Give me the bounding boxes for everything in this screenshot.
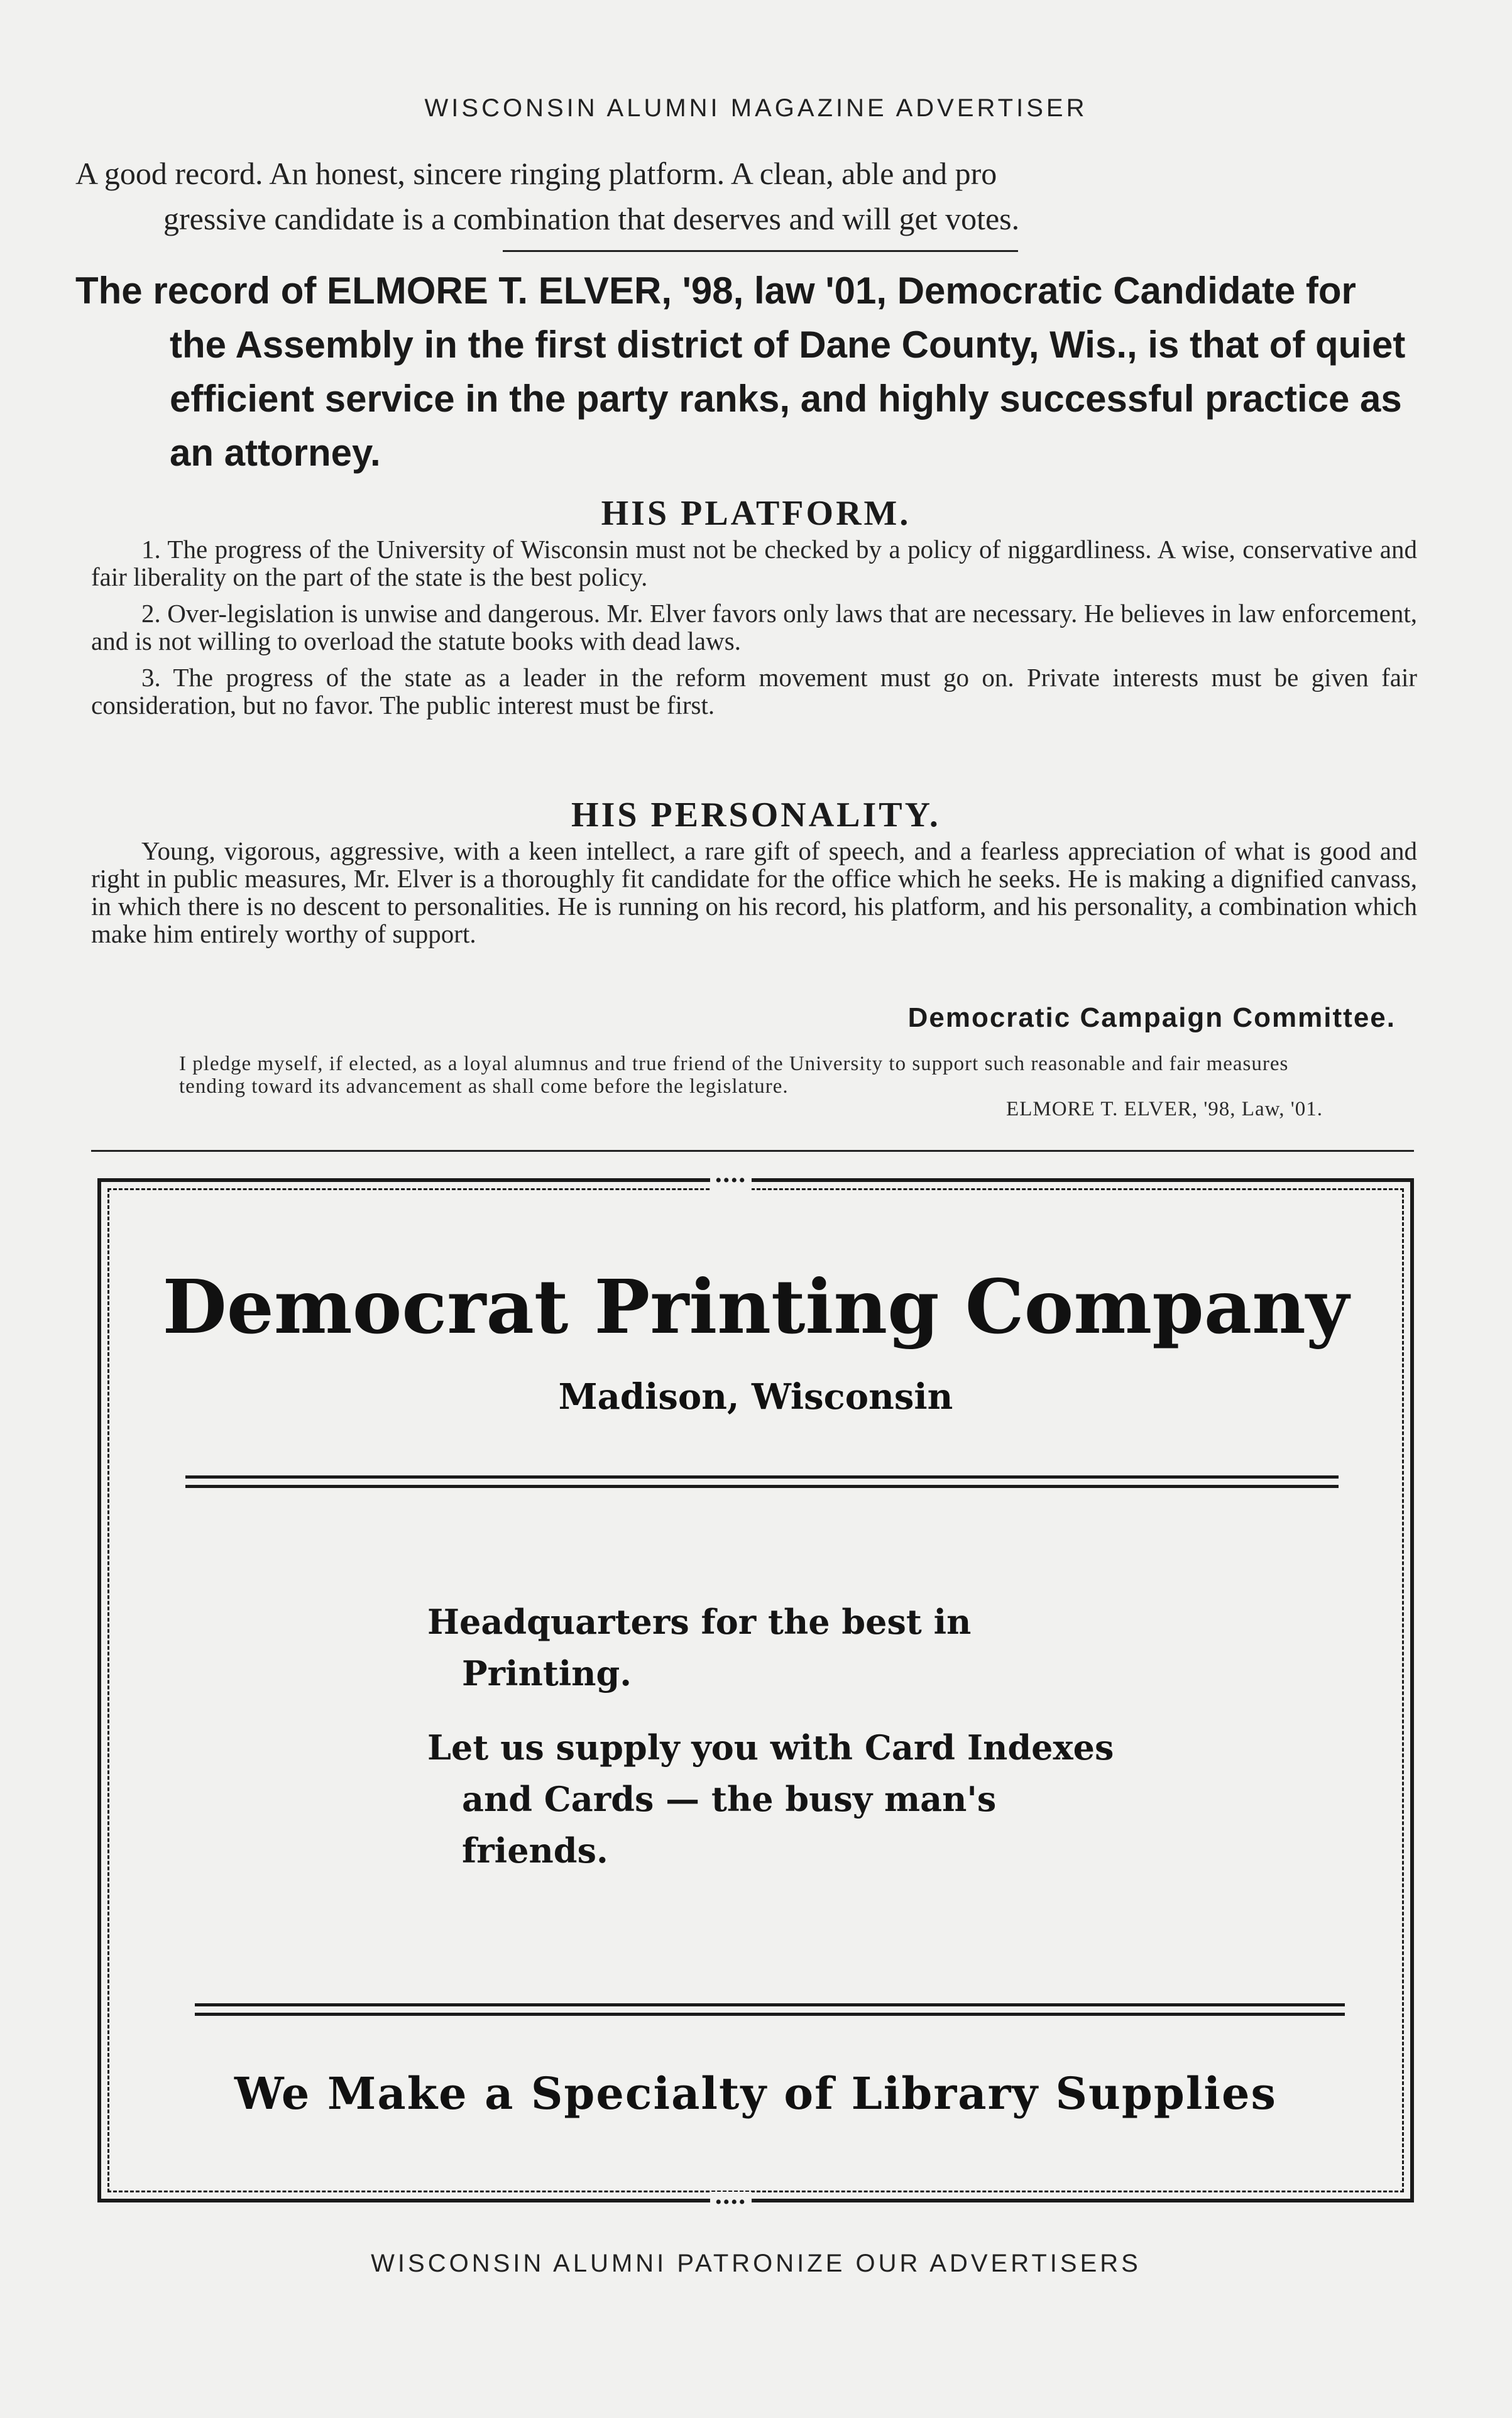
running-head: WISCONSIN ALUMNI MAGAZINE ADVERTISER [424,94,1088,122]
platform-item-2: 2. Over-legislation is unwise and dangerous. Mr. Elver favors only laws that are necessary. He believes in law enforcement, and is not willing to overload the statute books with dead laws. [91,599,1417,655]
platform-item-3: 3. The progress of the state as a leader in the reform movement must go on. Private interests must be given fair consideration, but no favor. The public interest must be first. [91,663,1417,719]
pledge-block [179,1053,1361,1120]
personality-heading: HIS PERSONALITY. [571,796,941,834]
divider-full [91,1150,1414,1152]
candidate-record [75,264,1414,480]
committee-signature: Democratic Campaign Committee. [907,1002,1396,1033]
ad-double-rule-top [185,1475,1339,1488]
divider-short [503,250,1018,252]
company-name: Democrat Printing Company [162,1263,1349,1350]
ad-copy-headquarters: Headquarters for the best in Printing. [427,1602,972,1693]
ad-specialty: We Make a Specialty of Library Supplies [234,2067,1277,2120]
ad-double-rule-bottom [195,2003,1345,2016]
platform-item-1: 1. The progress of the University of Wisconsin must not be checked by a policy of niggardliness. A wise, conservative and fair liberality on the part of the state is the best policy. [91,535,1417,591]
pledge-text: I pledge myself, if elected, as a loyal alumnus and true friend of the University to support such reasonable and fair measures tending toward its advancement as shall come before the legislature. [179,1053,1289,1098]
border-ornament-bottom: •••• [710,2192,752,2213]
page-footer: WISCONSIN ALUMNI PATRONIZE OUR ADVERTISERS [371,2250,1141,2277]
pledge-signature: ELMORE T. ELVER, '98, Law, '01. [1006,1098,1323,1120]
intro-text [75,151,1414,241]
intro-line-2: gressive candidate is a combination that deserves and will get votes. [163,201,1020,236]
company-city: Madison, Wisconsin [558,1376,953,1418]
personality-paragraph: Young, vigorous, aggressive, with a keen intellect, a rare gift of speech, and a fearless appreciation of what is good and right in public measures, Mr. Elver is a thoroughly fit candidate for the office which he seeks. He is making a dignified canvass, in which there is no descent to personalities. He is running on his record, his platform, and his personality, a combination which make him entirely worthy of support. [91,836,1417,948]
intro-line-1: A good record. An honest, sincere ringing platform. A clean, able and pro [75,156,997,191]
platform-list [91,535,1417,728]
ad-copy [427,1596,1119,1899]
platform-heading: HIS PLATFORM. [601,494,911,533]
record-paragraph: The record of ELMORE T. ELVER, '98, law '01, Democratic Candidate for the Assembly in the first district of Dane County, Wis., is that of quiet efficient service in the party ranks, and highly successful practice as an attorney. [75,270,1406,474]
ad-copy-card-indexes: Let us supply you with Card Indexes and Cards — the busy man's friends. [427,1727,1114,1871]
border-ornament-top: •••• [710,1170,752,1191]
personality-section [91,837,1417,956]
